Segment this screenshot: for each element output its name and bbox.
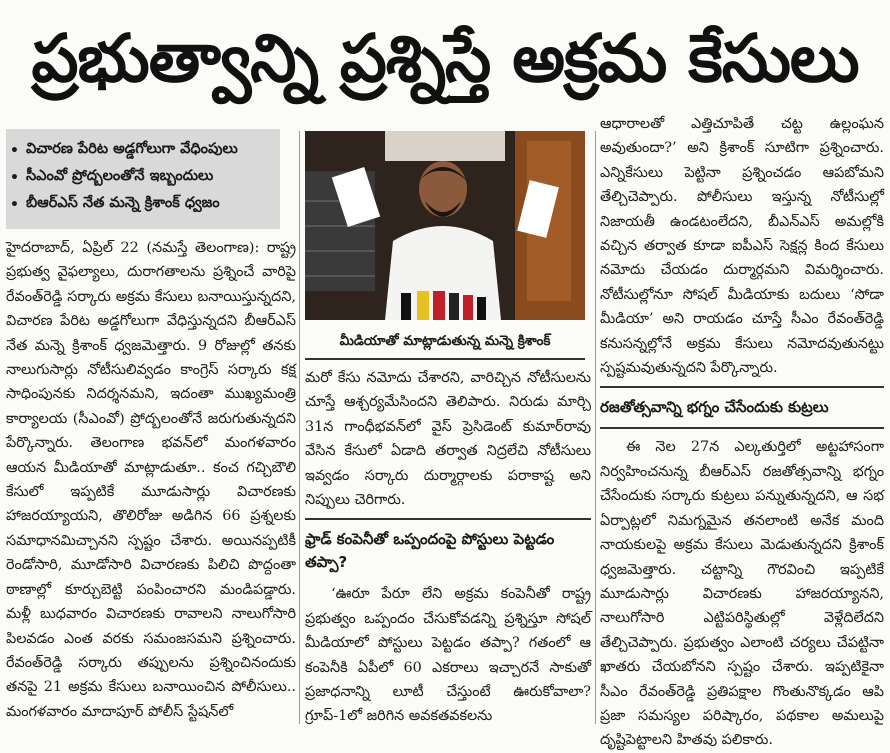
article-text: ఆధారాలతో ఎత్తిచూపితే చట్ట ఉల్లంఘన అవుతుందా?’ అని క్రిశాంక్ సూటిగా ప్రశ్నించారు. ఎన్నికేసులు పెట్టినా ప్రశ్నించడం ఆపబోమని తేల్చిచెప్పారు. పోలీసులు ఇస్తున్న నోటీసుల్లో నిజాయతీ ఉండటంలేదని, బీఎన్‌ఎస్ అమల్లోకి వచ్చిన తర్వాత కూడా ఐపీఎస్ సెక్షన్ల కింద కేసులు నమోదు చేయడం దుర్మార్గమని విమర్శించారు. నోటీసుల్లోనూ సోషల్ మీడియాకు బదులు ‘సోడా మీడియా’ అని రాయడం చూస్తే సీఎం రేవంత్‌రెడ్డి కనుసన్నల్లోనే అక్రమ కేసులు నమోదవుతునట్టు స్పష్టమవుతున్నదని పేర్కొన్నారు. (600, 116, 884, 377)
highlight-text: విచారణ పేరిట అడ్డగోలుగా వేధింపులు (26, 140, 238, 157)
section-divider (600, 427, 884, 429)
article-column-1 (6, 236, 296, 724)
subheading: ఫ్రాడ్ కంపెనీతో ఒప్పందంపై పోస్టులు పెట్టడం తప్పా? (305, 530, 555, 572)
article-text: ఈ నెల 27న ఎల్కతుర్తిలో అట్టహాసంగా నిర్వహించనున్న బీఆర్‌ఎస్ రజతోత్సవాన్ని భగ్నం చేసేందుకు సర్కారు కుట్రలు పన్నుతున్నదని, ఆ సభ ఏర్పాట్లలో నిమగ్నమైన తనలాంటి అనేక మంది నాయకులపై అక్రమ కేసులు మెడుతున్నదని క్రిశాంక్ ధ్వజమెత్తారు. చట్టాన్ని గౌరవించి ఇప్పటికే మూడుసార్లు విచారణకు హాజరయ్యానని, నాలుగోసారి ఎట్టిపరిస్థితుల్లో వెళ్లేదిలేదని తేల్చిచెప్పారు. ప్రభుత్వం ఎలాంటి చర్యలు చేపట్టినా ఖాతరు చేయబోనని స్పష్టం చేశారు. ఇప్పటికైనా సీఎం రేవంత్‌రెడ్డి ప్రతిపక్షాల గొంతునొక్కడం ఆపి ప్రజా సమస్యల పరిష్కారం, పథకాల అమలుపై దృష్టిపెట్టాలని హితవు పలికారు. (600, 439, 884, 749)
article-photo (305, 131, 585, 320)
bullet-icon: • (10, 196, 19, 213)
article-text: హైదరాబాద్, ఏప్రిల్ 22 (నమస్తే తెలంగాణ): రాష్ట్ర ప్రభుత్వ వైఫల్యాలు, దురాగతాలను ప్రశ్నించే వారిపై రేవంత్‌రెడ్డి సర్కారు అక్రమ కేసులు బనాయిస్తున్నదని, విచారణ పేరిట అడ్డగోలుగా వేధిస్తున్నదని బీఆర్‌ఎస్ నేత మన్నె క్రిశాంక్ ధ్వజమెత్తారు. 9 రోజుల్లో తనకు నాలుగుసార్లు నోటీసులివ్వడం కాంగ్రెస్ సర్కారు కక్ష సాధింపునకు నిదర్శనమని, ఇదంతా ముఖ్యమంత్రి కార్యాలయ (సీఎంవో) ప్రోద్బలంతోనే జరుగుతున్నదని పేర్కొన్నారు. తెలంగాణ భవన్‌లో మంగళవారం ఆయన మీడియాతో మాట్లాడుతూ.. కంచ గచ్చిబౌలి కేసులో ఇప్పటికే మూడుసార్లు విచారణకు హాజరయ్యాయని, తొలిరోజు అడిగిన 66 ప్రశ్నలకు సమాధానమిచ్చానని స్పష్టం చేశారు. అయినప్పటికీ రెండోసారి, మూడోసారి విచారణకు పిలిచి పొద్దంతా ఠాణాల్లో కూర్చుబెట్టి పంపించారని మండిపడ్డారు. మళ్లీ బుధవారం విచారణకు రావాలని నాలుగోసారి పిలవడం ఎంత వరకు సమంజసమని ప్రశ్నించారు. రేవంత్‌రెడ్డి సర్కారు తప్పులను ప్రశ్నించినందుకు తనపై 21 అక్రమ కేసులు బనాయించిన పోలీసులు.. మంగళవారం మాదాపూర్ పోలీస్ స్టేషన్‌లో (6, 240, 296, 720)
bullet-icon: • (10, 169, 19, 186)
speaker-photo-illustration (305, 131, 585, 320)
section-divider (600, 386, 884, 388)
article-column-3 (600, 112, 884, 749)
bullet-icon: • (10, 142, 19, 159)
subheading: రజతోత్సవాన్ని భగ్నం చేసేందుకు కుట్రలు (600, 398, 829, 417)
highlights-box (6, 129, 280, 229)
article-column-2 (305, 366, 591, 724)
photo-caption: మీడియాతో మాట్లాడుతున్న మన్నె క్రిశాంక్ (305, 322, 585, 360)
section-divider (305, 518, 591, 520)
highlight-text: బీఆర్‌ఎస్ నేత మన్నె క్రిశాంక్ ధ్వజం (26, 194, 220, 211)
article-text: ‘ఊరూ పేరూ లేని అక్రమ కంపెనీతో రాష్ట్ర ప్రభుత్వం ఒప్పందం చేసుకోవడన్ని ప్రశ్నిస్తూ సోషల్ మీడియాలో పోస్టులు పెట్టడం తప్పా? గతంలో ఆ కంపెనీకి ఏపీలో 60 ఎకరాలు ఇచ్చారనే సాకుతో ప్రజాధనాన్ని లూటీ చేస్తుంటే ఊరుకోవాలా? గ్రూప్-1లో జరిగిన అవకతవకలను (305, 586, 591, 725)
headline: ప్రభుత్వాన్ని ప్రశ్నిస్తే అక్రమ కేసులు (31, 20, 859, 97)
highlight-item (10, 191, 280, 218)
column-divider (595, 131, 596, 724)
highlight-item (10, 164, 280, 191)
highlight-text: సీఎంవో ప్రోద్బలంతోనే ఇబ్బందులు (26, 167, 214, 184)
highlight-item (10, 137, 280, 164)
article-text: మరో కేసు నమోదు చేశారని, వారిచ్చిన నోటీసులను చూస్తే ఆశ్చర్యమేసిందని తెలిపారు. నిరుడు మార్చి 31న గాంధీభవన్‌లో వైస్ ప్రెసిడెంట్ కుమార్‌రావు వేసిన కేసులో ఏడాది తర్వాత నిద్రలేచి నోటీసులు ఇవ్వడం సర్కారు దుర్మార్గాలకు పరాకాష్ట అని నిప్పులు చెరిగారు. (305, 370, 591, 509)
column-divider (299, 131, 300, 724)
